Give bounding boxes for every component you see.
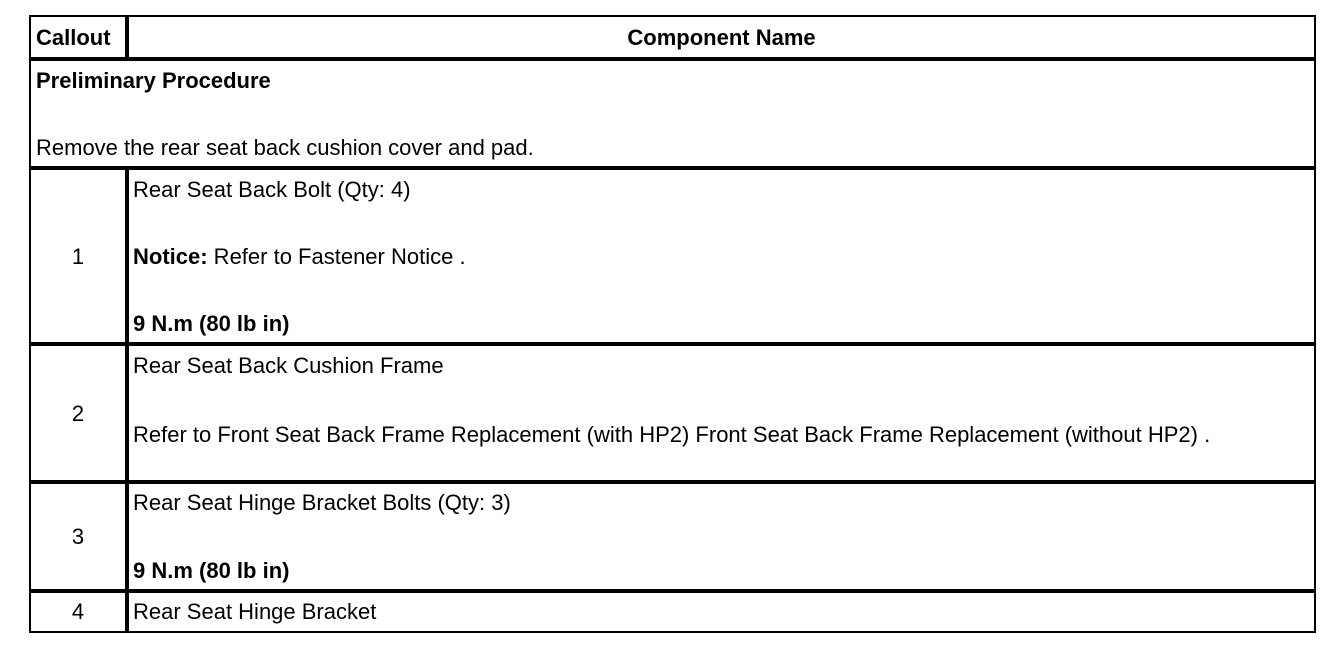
row-2-divider	[29, 480, 1316, 484]
row-4-component-name: Rear Seat Hinge Bracket	[133, 599, 377, 624]
notice-label: Notice:	[133, 244, 208, 269]
row-3-divider	[29, 589, 1316, 593]
row-3-component-name: Rear Seat Hinge Bracket Bolts (Qty: 3)	[133, 490, 511, 515]
row-2-reference: Refer to Front Seat Back Frame Replacement (with HP2) Front Seat Back Frame Replacement (without HP2) .	[133, 422, 1211, 447]
row-3-callout: 3	[71, 524, 85, 549]
row-2-component-name: Rear Seat Back Cushion Frame	[133, 353, 444, 378]
row-1-divider	[29, 342, 1316, 346]
preliminary-divider	[29, 166, 1316, 170]
row-1-torque: 9 N.m (80 lb in)	[133, 311, 290, 336]
row-2-callout: 2	[71, 401, 85, 426]
preliminary-title: Preliminary Procedure	[36, 68, 271, 93]
row-1-callout: 1	[71, 244, 85, 269]
header-divider	[29, 57, 1316, 61]
row-3-torque: 9 N.m (80 lb in)	[133, 558, 290, 583]
callout-header: Callout	[36, 25, 111, 50]
component-name-header: Component Name	[627, 25, 816, 50]
row-4-callout: 4	[71, 599, 85, 624]
preliminary-text: Remove the rear seat back cushion cover and pad.	[36, 135, 534, 160]
row-1-component-name: Rear Seat Back Bolt (Qty: 4)	[133, 177, 411, 202]
notice-text: Refer to Fastener Notice .	[207, 244, 466, 269]
row-1-notice	[133, 240, 466, 274]
column-divider	[125, 168, 129, 633]
